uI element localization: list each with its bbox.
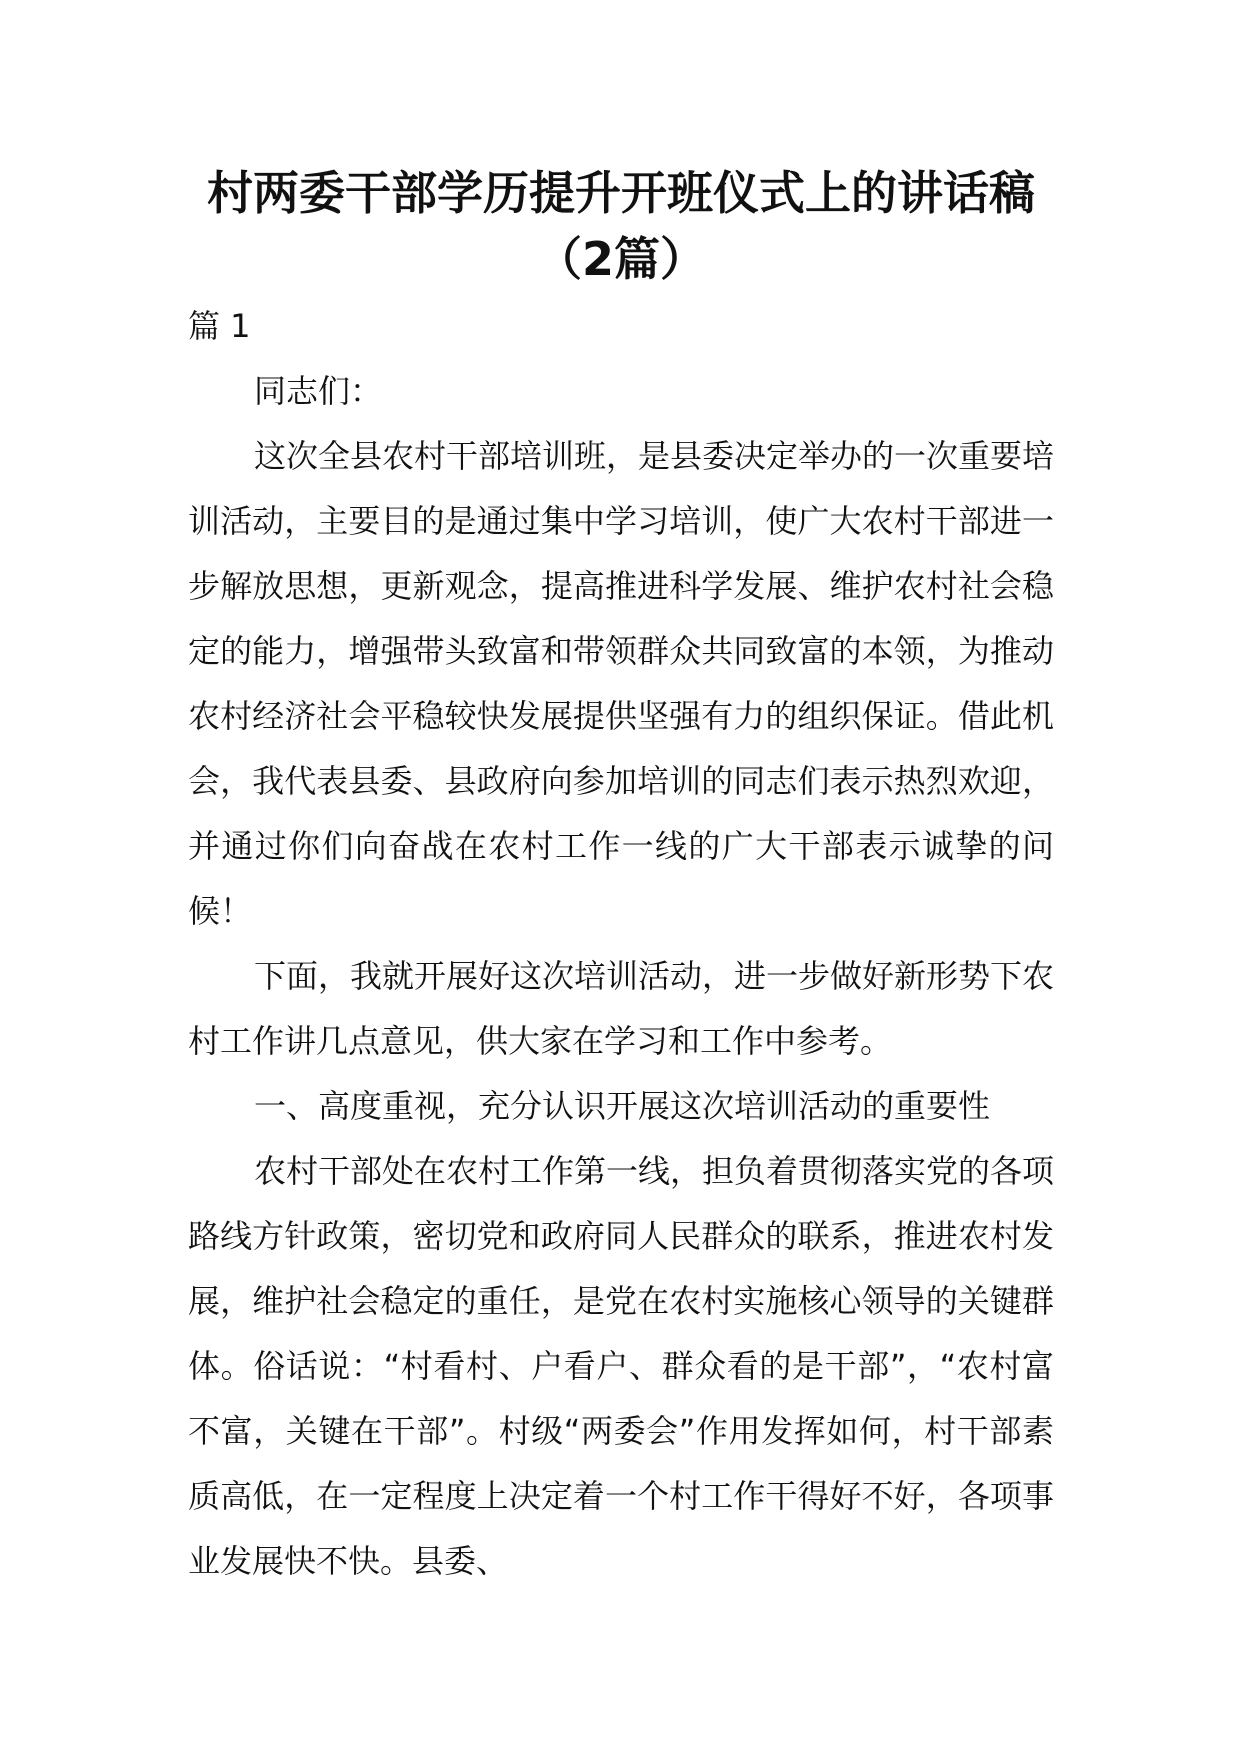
title-line-1: 村两委干部学历提升开班仪式上的讲话稿 xyxy=(207,166,1035,220)
paragraph-salutation: 同志们： xyxy=(254,372,383,410)
section-label: 篇 1 xyxy=(188,307,251,345)
paragraph-outline: 下面，我就开展好这次培训活动，进一步做好新形势下农村工作讲几点意见，供大家在学习和工作中参考。 xyxy=(188,957,1055,1060)
document-page xyxy=(188,160,1054,1594)
paragraph-intro: 这次全县农村干部培训班，是县委决定举办的一次重要培训活动，主要目的是通过集中学习培训，使广大农村干部进一步解放思想，更新观念，提高推进科学发展、维护农村社会稳定的能力，增强带头致富和带领群众共同致富的本领，为推动农村经济社会平稳较快发展提供坚强有力的组织保证。借此机会，我代表县委、县政府向参加培训的同志们表示热烈欢迎，并通过你们向奋战在农村工作一线的广大干部表示诚挚的问候！ xyxy=(188,437,1055,930)
paragraph-point-one-body: 农村干部处在农村工作第一线，担负着贯彻落实党的各项路线方针政策，密切党和政府同人民群众的联系，推进农村发展，维护社会稳定的重任，是党在农村实施核心领导的关键群体。俗话说：“村看村、户看户、群众看的是干部”，“农村富不富，关键在干部”。村级“两委会”作用发挥如何，村干部素质高低，在一定程度上决定着一个村工作干得好不好，各项事业发展快不快。县委、 xyxy=(188,1152,1055,1580)
title-line-2: （2篇） xyxy=(535,232,706,286)
document-title xyxy=(188,160,1054,292)
heading-point-one: 一、高度重视，充分认识开展这次培训活动的重要性 xyxy=(254,1087,991,1125)
